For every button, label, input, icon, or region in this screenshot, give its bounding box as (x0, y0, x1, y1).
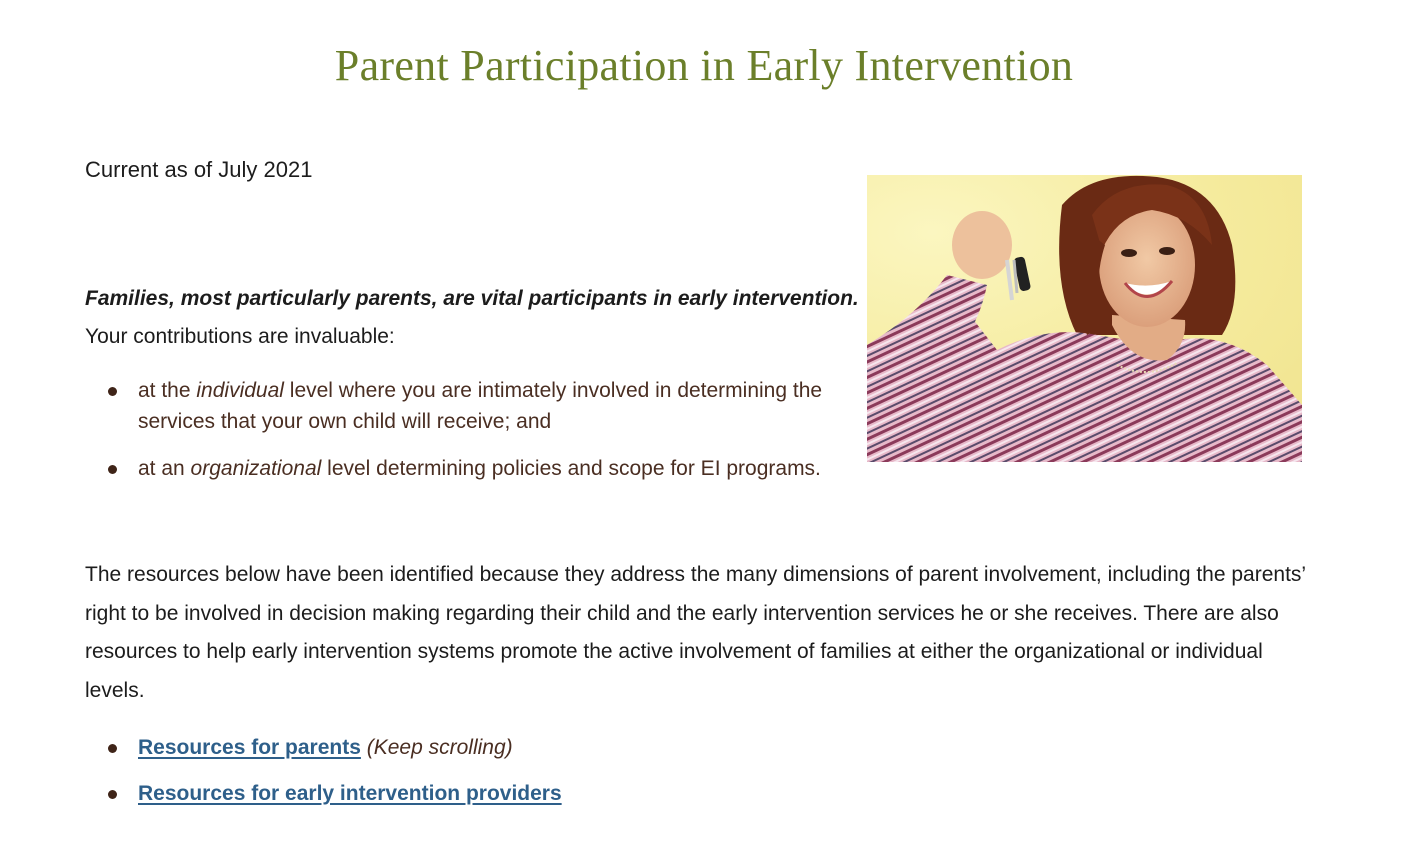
level-emphasis: organizational (190, 457, 322, 480)
keep-scrolling-note: (Keep scrolling) (360, 736, 513, 759)
intro-lead: Your contributions are invaluable: (85, 325, 395, 348)
list-item-organizational-level (85, 453, 855, 484)
woman-with-keys-illustration (867, 175, 1302, 462)
page-title: Parent Participation in Early Intervention (334, 41, 1074, 90)
list-item-providers-link (85, 778, 562, 810)
level-emphasis: individual (196, 379, 284, 402)
current-as-of-date: Current as of July 2021 (85, 157, 313, 182)
intro-bold-statement: Families, most particularly parents, are vital participants in early intervention. (85, 287, 859, 310)
level-suffix: level where you are intimately involved in determining the services that your own child will receive; and (138, 379, 823, 433)
parent-photo (867, 175, 1302, 462)
level-suffix: level determining policies and scope for EI programs. (321, 457, 821, 480)
resources-for-parents-link[interactable]: Resources for parents (138, 736, 361, 759)
list-item-parents-link (85, 732, 562, 764)
resource-links-list (85, 732, 562, 824)
resources-description: The resources below have been identified because they address the many dimensions of parent involvement, including the parents’ right to be involved in decision making regarding their child and the early intervention services he or she receives. There are also resources to help early intervention systems promote the active involvement of families at either the organizational or individual levels. (85, 563, 1306, 703)
level-prefix: at the (138, 379, 197, 402)
level-prefix: at an (138, 457, 191, 480)
list-item-individual-level (85, 375, 855, 437)
participation-levels-list (85, 375, 855, 500)
intro-paragraph (85, 280, 865, 356)
resources-for-providers-link[interactable]: Resources for early intervention providers (138, 782, 562, 805)
